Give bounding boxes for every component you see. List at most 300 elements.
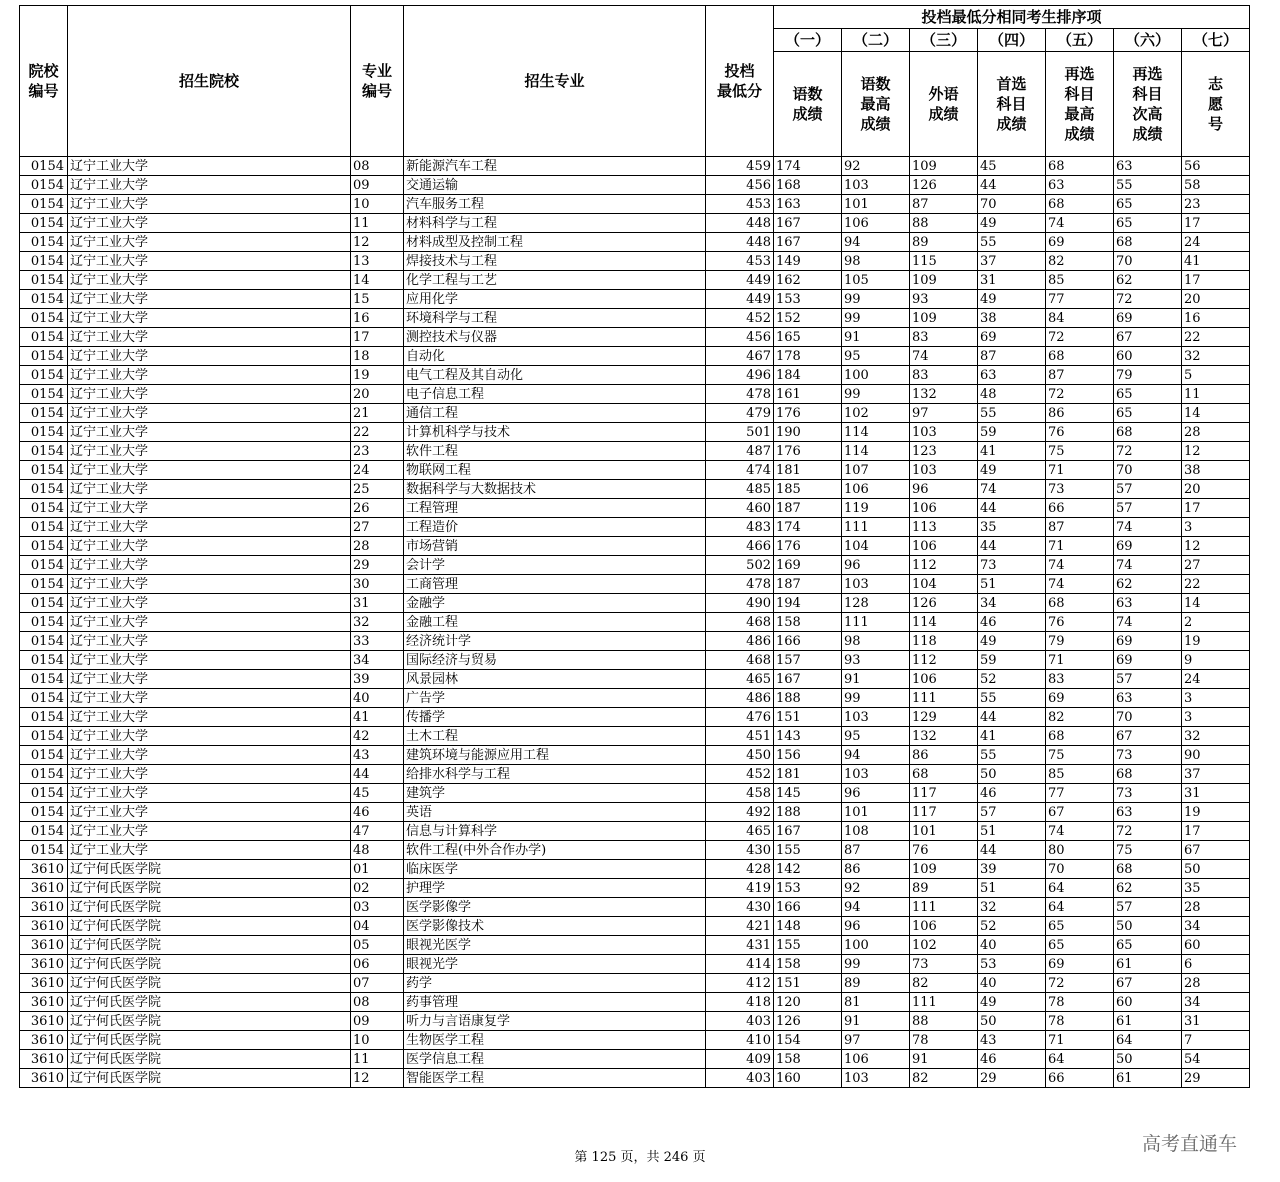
min-score-cell: 458: [706, 784, 774, 803]
table-row: [20, 670, 1250, 689]
tiebreak-6-cell: 70: [1114, 461, 1182, 480]
tiebreak-3-cell: 109: [910, 860, 978, 879]
tiebreak-3-cell: 83: [910, 328, 978, 347]
min-score-cell: 465: [706, 670, 774, 689]
header-tiebreak-num: （一）: [774, 29, 842, 52]
tiebreak-6-cell: 68: [1114, 233, 1182, 252]
table-row: [20, 499, 1250, 518]
min-score-cell: 419: [706, 879, 774, 898]
school-name-cell: 辽宁工业大学: [68, 765, 351, 784]
tiebreak-2-cell: 111: [842, 613, 910, 632]
tiebreak-5-cell: 84: [1046, 309, 1114, 328]
tiebreak-6-cell: 57: [1114, 499, 1182, 518]
tiebreak-1-cell: 167: [774, 822, 842, 841]
major-name-cell: 焊接技术与工程: [404, 252, 706, 271]
tiebreak-7-cell: 50: [1182, 860, 1250, 879]
table-row: [20, 556, 1250, 575]
school-name-cell: 辽宁工业大学: [68, 689, 351, 708]
major-name-cell: 物联网工程: [404, 461, 706, 480]
min-score-cell: 403: [706, 1012, 774, 1031]
tiebreak-2-cell: 94: [842, 746, 910, 765]
tiebreak-2-cell: 89: [842, 974, 910, 993]
tiebreak-6-cell: 63: [1114, 157, 1182, 176]
tiebreak-5-cell: 66: [1046, 1069, 1114, 1088]
tiebreak-4-cell: 48: [978, 385, 1046, 404]
header-tiebreak-num: （四）: [978, 29, 1046, 52]
major-name-cell: 应用化学: [404, 290, 706, 309]
tiebreak-1-cell: 167: [774, 670, 842, 689]
table-row: [20, 993, 1250, 1012]
min-score-cell: 474: [706, 461, 774, 480]
school-name-cell: 辽宁工业大学: [68, 309, 351, 328]
min-score-cell: 452: [706, 765, 774, 784]
tiebreak-7-cell: 9: [1182, 651, 1250, 670]
school-name-cell: 辽宁工业大学: [68, 214, 351, 233]
tiebreak-7-cell: 27: [1182, 556, 1250, 575]
tiebreak-7-cell: 2: [1182, 613, 1250, 632]
table-row: [20, 936, 1250, 955]
tiebreak-5-cell: 69: [1046, 955, 1114, 974]
tiebreak-4-cell: 40: [978, 936, 1046, 955]
tiebreak-3-cell: 89: [910, 233, 978, 252]
major-name-cell: 医学影像技术: [404, 917, 706, 936]
school-code-cell: 0154: [20, 404, 68, 423]
school-name-cell: 辽宁何氏医学院: [68, 860, 351, 879]
tiebreak-7-cell: 17: [1182, 499, 1250, 518]
school-name-cell: 辽宁工业大学: [68, 613, 351, 632]
major-name-cell: 国际经济与贸易: [404, 651, 706, 670]
tiebreak-7-cell: 24: [1182, 233, 1250, 252]
min-score-cell: 430: [706, 898, 774, 917]
tiebreak-4-cell: 55: [978, 746, 1046, 765]
major-code-cell: 08: [351, 993, 404, 1012]
tiebreak-5-cell: 87: [1046, 366, 1114, 385]
school-code-cell: 0154: [20, 613, 68, 632]
school-code-cell: 0154: [20, 366, 68, 385]
tiebreak-2-cell: 81: [842, 993, 910, 1012]
major-code-cell: 25: [351, 480, 404, 499]
header-school-name: 招生院校: [68, 6, 351, 157]
school-code-cell: 0154: [20, 461, 68, 480]
table-row: [20, 252, 1250, 271]
school-name-cell: 辽宁何氏医学院: [68, 1031, 351, 1050]
tiebreak-1-cell: 156: [774, 746, 842, 765]
tiebreak-7-cell: 32: [1182, 347, 1250, 366]
major-code-cell: 48: [351, 841, 404, 860]
tiebreak-2-cell: 99: [842, 309, 910, 328]
tiebreak-7-cell: 34: [1182, 917, 1250, 936]
tiebreak-5-cell: 64: [1046, 879, 1114, 898]
tiebreak-5-cell: 79: [1046, 632, 1114, 651]
table-row: [20, 423, 1250, 442]
tiebreak-5-cell: 82: [1046, 708, 1114, 727]
tiebreak-6-cell: 63: [1114, 803, 1182, 822]
tiebreak-3-cell: 104: [910, 575, 978, 594]
tiebreak-3-cell: 132: [910, 727, 978, 746]
tiebreak-5-cell: 67: [1046, 803, 1114, 822]
tiebreak-5-cell: 74: [1046, 214, 1114, 233]
school-code-cell: 0154: [20, 803, 68, 822]
tiebreak-1-cell: 120: [774, 993, 842, 1012]
table-row: [20, 594, 1250, 613]
tiebreak-3-cell: 68: [910, 765, 978, 784]
tiebreak-4-cell: 40: [978, 974, 1046, 993]
tiebreak-6-cell: 63: [1114, 594, 1182, 613]
tiebreak-3-cell: 74: [910, 347, 978, 366]
major-code-cell: 14: [351, 271, 404, 290]
school-code-cell: 0154: [20, 765, 68, 784]
tiebreak-5-cell: 64: [1046, 1050, 1114, 1069]
tiebreak-1-cell: 194: [774, 594, 842, 613]
min-score-cell: 409: [706, 1050, 774, 1069]
tiebreak-2-cell: 99: [842, 290, 910, 309]
tiebreak-7-cell: 32: [1182, 727, 1250, 746]
table-row: [20, 632, 1250, 651]
tiebreak-4-cell: 59: [978, 423, 1046, 442]
tiebreak-2-cell: 96: [842, 784, 910, 803]
tiebreak-2-cell: 87: [842, 841, 910, 860]
tiebreak-5-cell: 70: [1046, 860, 1114, 879]
major-name-cell: 传播学: [404, 708, 706, 727]
school-code-cell: 3610: [20, 974, 68, 993]
header-tiebreak-num: （二）: [842, 29, 910, 52]
major-code-cell: 09: [351, 1012, 404, 1031]
major-code-cell: 16: [351, 309, 404, 328]
table-row: [20, 214, 1250, 233]
min-score-cell: 465: [706, 822, 774, 841]
tiebreak-6-cell: 57: [1114, 670, 1182, 689]
major-code-cell: 20: [351, 385, 404, 404]
tiebreak-1-cell: 176: [774, 404, 842, 423]
table-row: [20, 708, 1250, 727]
major-code-cell: 44: [351, 765, 404, 784]
tiebreak-7-cell: 7: [1182, 1031, 1250, 1050]
table-row: [20, 518, 1250, 537]
tiebreak-2-cell: 95: [842, 727, 910, 746]
table-row: [20, 1050, 1250, 1069]
tiebreak-6-cell: 62: [1114, 271, 1182, 290]
tiebreak-1-cell: 181: [774, 765, 842, 784]
major-name-cell: 软件工程: [404, 442, 706, 461]
tiebreak-3-cell: 111: [910, 993, 978, 1012]
table-row: [20, 366, 1250, 385]
school-code-cell: 3610: [20, 1031, 68, 1050]
tiebreak-4-cell: 45: [978, 157, 1046, 176]
min-score-cell: 490: [706, 594, 774, 613]
major-name-cell: 眼视光医学: [404, 936, 706, 955]
tiebreak-7-cell: 14: [1182, 594, 1250, 613]
tiebreak-5-cell: 74: [1046, 575, 1114, 594]
major-code-cell: 33: [351, 632, 404, 651]
tiebreak-3-cell: 112: [910, 651, 978, 670]
tiebreak-4-cell: 49: [978, 290, 1046, 309]
tiebreak-2-cell: 94: [842, 233, 910, 252]
tiebreak-7-cell: 3: [1182, 708, 1250, 727]
header-min-score: 投档 最低分: [706, 6, 774, 157]
min-score-cell: 479: [706, 404, 774, 423]
tiebreak-6-cell: 67: [1114, 974, 1182, 993]
major-name-cell: 工程管理: [404, 499, 706, 518]
tiebreak-1-cell: 145: [774, 784, 842, 803]
tiebreak-4-cell: 50: [978, 1012, 1046, 1031]
tiebreak-1-cell: 178: [774, 347, 842, 366]
tiebreak-7-cell: 20: [1182, 480, 1250, 499]
major-name-cell: 数据科学与大数据技术: [404, 480, 706, 499]
major-name-cell: 金融工程: [404, 613, 706, 632]
tiebreak-7-cell: 17: [1182, 822, 1250, 841]
school-code-cell: 0154: [20, 594, 68, 613]
table-row: [20, 879, 1250, 898]
tiebreak-3-cell: 109: [910, 309, 978, 328]
school-code-cell: 0154: [20, 632, 68, 651]
tiebreak-4-cell: 44: [978, 841, 1046, 860]
school-code-cell: 0154: [20, 689, 68, 708]
tiebreak-7-cell: 11: [1182, 385, 1250, 404]
major-name-cell: 广告学: [404, 689, 706, 708]
tiebreak-5-cell: 75: [1046, 746, 1114, 765]
tiebreak-5-cell: 64: [1046, 898, 1114, 917]
school-name-cell: 辽宁工业大学: [68, 480, 351, 499]
min-score-cell: 449: [706, 271, 774, 290]
school-code-cell: 0154: [20, 480, 68, 499]
min-score-cell: 412: [706, 974, 774, 993]
tiebreak-6-cell: 74: [1114, 556, 1182, 575]
major-name-cell: 风景园林: [404, 670, 706, 689]
tiebreak-4-cell: 53: [978, 955, 1046, 974]
major-name-cell: 工程造价: [404, 518, 706, 537]
header-tiebreak-num: （六）: [1114, 29, 1182, 52]
table-row: [20, 955, 1250, 974]
table-row: [20, 157, 1250, 176]
min-score-cell: 468: [706, 651, 774, 670]
tiebreak-6-cell: 61: [1114, 1012, 1182, 1031]
tiebreak-1-cell: 158: [774, 613, 842, 632]
school-code-cell: 3610: [20, 1050, 68, 1069]
school-name-cell: 辽宁工业大学: [68, 556, 351, 575]
tiebreak-6-cell: 64: [1114, 1031, 1182, 1050]
major-name-cell: 新能源汽车工程: [404, 157, 706, 176]
school-name-cell: 辽宁工业大学: [68, 575, 351, 594]
tiebreak-1-cell: 149: [774, 252, 842, 271]
major-code-cell: 08: [351, 157, 404, 176]
tiebreak-2-cell: 101: [842, 803, 910, 822]
min-score-cell: 486: [706, 689, 774, 708]
watermark-text: 高考直通车: [1142, 1133, 1238, 1155]
school-name-cell: 辽宁何氏医学院: [68, 1012, 351, 1031]
major-code-cell: 28: [351, 537, 404, 556]
school-code-cell: 3610: [20, 1012, 68, 1031]
tiebreak-6-cell: 62: [1114, 575, 1182, 594]
tiebreak-7-cell: 22: [1182, 328, 1250, 347]
tiebreak-1-cell: 161: [774, 385, 842, 404]
school-code-cell: 3610: [20, 898, 68, 917]
major-code-cell: 17: [351, 328, 404, 347]
tiebreak-4-cell: 41: [978, 442, 1046, 461]
tiebreak-4-cell: 49: [978, 993, 1046, 1012]
tiebreak-3-cell: 103: [910, 461, 978, 480]
major-code-cell: 27: [351, 518, 404, 537]
tiebreak-6-cell: 69: [1114, 651, 1182, 670]
major-code-cell: 19: [351, 366, 404, 385]
school-name-cell: 辽宁何氏医学院: [68, 879, 351, 898]
school-name-cell: 辽宁工业大学: [68, 290, 351, 309]
school-code-cell: 0154: [20, 537, 68, 556]
tiebreak-4-cell: 70: [978, 195, 1046, 214]
tiebreak-1-cell: 155: [774, 936, 842, 955]
table-row: [20, 765, 1250, 784]
school-code-cell: 0154: [20, 708, 68, 727]
min-score-cell: 453: [706, 195, 774, 214]
tiebreak-6-cell: 73: [1114, 746, 1182, 765]
school-name-cell: 辽宁工业大学: [68, 841, 351, 860]
tiebreak-6-cell: 57: [1114, 480, 1182, 499]
tiebreak-3-cell: 76: [910, 841, 978, 860]
min-score-cell: 448: [706, 214, 774, 233]
tiebreak-7-cell: 6: [1182, 955, 1250, 974]
tiebreak-7-cell: 16: [1182, 309, 1250, 328]
major-code-cell: 04: [351, 917, 404, 936]
tiebreak-3-cell: 112: [910, 556, 978, 575]
tiebreak-6-cell: 70: [1114, 708, 1182, 727]
table-row: [20, 480, 1250, 499]
tiebreak-4-cell: 51: [978, 822, 1046, 841]
tiebreak-1-cell: 143: [774, 727, 842, 746]
table-row: [20, 347, 1250, 366]
tiebreak-4-cell: 41: [978, 727, 1046, 746]
major-code-cell: 10: [351, 195, 404, 214]
table-row: [20, 290, 1250, 309]
tiebreak-3-cell: 91: [910, 1050, 978, 1069]
school-code-cell: 0154: [20, 784, 68, 803]
school-code-cell: 0154: [20, 347, 68, 366]
tiebreak-1-cell: 165: [774, 328, 842, 347]
min-score-cell: 450: [706, 746, 774, 765]
tiebreak-3-cell: 97: [910, 404, 978, 423]
school-code-cell: 0154: [20, 518, 68, 537]
school-name-cell: 辽宁何氏医学院: [68, 917, 351, 936]
header-tiebreak-label: 志 愿 号: [1182, 52, 1250, 157]
tiebreak-1-cell: 158: [774, 955, 842, 974]
tiebreak-4-cell: 55: [978, 233, 1046, 252]
tiebreak-6-cell: 72: [1114, 822, 1182, 841]
tiebreak-5-cell: 82: [1046, 252, 1114, 271]
tiebreak-7-cell: 20: [1182, 290, 1250, 309]
school-code-cell: 0154: [20, 385, 68, 404]
header-tiebreak-label: 语数 最高 成绩: [842, 52, 910, 157]
major-code-cell: 23: [351, 442, 404, 461]
major-code-cell: 46: [351, 803, 404, 822]
school-name-cell: 辽宁工业大学: [68, 385, 351, 404]
major-name-cell: 建筑环境与能源应用工程: [404, 746, 706, 765]
major-code-cell: 40: [351, 689, 404, 708]
tiebreak-2-cell: 92: [842, 157, 910, 176]
school-code-cell: 3610: [20, 1069, 68, 1088]
table-row: [20, 651, 1250, 670]
tiebreak-2-cell: 104: [842, 537, 910, 556]
tiebreak-5-cell: 86: [1046, 404, 1114, 423]
major-name-cell: 信息与计算科学: [404, 822, 706, 841]
tiebreak-3-cell: 111: [910, 689, 978, 708]
tiebreak-7-cell: 35: [1182, 879, 1250, 898]
school-code-cell: 3610: [20, 955, 68, 974]
tiebreak-7-cell: 3: [1182, 518, 1250, 537]
tiebreak-4-cell: 63: [978, 366, 1046, 385]
tiebreak-5-cell: 68: [1046, 727, 1114, 746]
tiebreak-4-cell: 34: [978, 594, 1046, 613]
major-code-cell: 26: [351, 499, 404, 518]
tiebreak-1-cell: 163: [774, 195, 842, 214]
tiebreak-4-cell: 29: [978, 1069, 1046, 1088]
tiebreak-3-cell: 102: [910, 936, 978, 955]
tiebreak-7-cell: 22: [1182, 575, 1250, 594]
min-score-cell: 451: [706, 727, 774, 746]
table-row: [20, 328, 1250, 347]
tiebreak-6-cell: 68: [1114, 860, 1182, 879]
min-score-cell: 483: [706, 518, 774, 537]
major-name-cell: 给排水科学与工程: [404, 765, 706, 784]
tiebreak-6-cell: 65: [1114, 385, 1182, 404]
major-code-cell: 42: [351, 727, 404, 746]
tiebreak-6-cell: 50: [1114, 1050, 1182, 1069]
min-score-cell: 430: [706, 841, 774, 860]
tiebreak-2-cell: 93: [842, 651, 910, 670]
tiebreak-5-cell: 72: [1046, 328, 1114, 347]
school-code-cell: 0154: [20, 214, 68, 233]
tiebreak-7-cell: 41: [1182, 252, 1250, 271]
school-name-cell: 辽宁工业大学: [68, 404, 351, 423]
tiebreak-7-cell: 5: [1182, 366, 1250, 385]
tiebreak-5-cell: 77: [1046, 784, 1114, 803]
tiebreak-6-cell: 61: [1114, 955, 1182, 974]
school-name-cell: 辽宁工业大学: [68, 233, 351, 252]
school-code-cell: 0154: [20, 651, 68, 670]
school-code-cell: 3610: [20, 860, 68, 879]
tiebreak-7-cell: 19: [1182, 632, 1250, 651]
major-code-cell: 24: [351, 461, 404, 480]
school-code-cell: 3610: [20, 879, 68, 898]
tiebreak-7-cell: 67: [1182, 841, 1250, 860]
table-row: [20, 442, 1250, 461]
tiebreak-2-cell: 111: [842, 518, 910, 537]
school-name-cell: 辽宁何氏医学院: [68, 993, 351, 1012]
major-code-cell: 15: [351, 290, 404, 309]
tiebreak-2-cell: 100: [842, 936, 910, 955]
tiebreak-1-cell: 181: [774, 461, 842, 480]
tiebreak-7-cell: 12: [1182, 537, 1250, 556]
major-name-cell: 建筑学: [404, 784, 706, 803]
tiebreak-5-cell: 73: [1046, 480, 1114, 499]
school-code-cell: 3610: [20, 917, 68, 936]
school-name-cell: 辽宁工业大学: [68, 632, 351, 651]
tiebreak-3-cell: 88: [910, 1012, 978, 1031]
school-name-cell: 辽宁工业大学: [68, 518, 351, 537]
tiebreak-4-cell: 44: [978, 708, 1046, 727]
tiebreak-5-cell: 68: [1046, 195, 1114, 214]
tiebreak-5-cell: 71: [1046, 461, 1114, 480]
tiebreak-7-cell: 54: [1182, 1050, 1250, 1069]
tiebreak-2-cell: 91: [842, 328, 910, 347]
min-score-cell: 496: [706, 366, 774, 385]
tiebreak-3-cell: 82: [910, 1069, 978, 1088]
tiebreak-2-cell: 128: [842, 594, 910, 613]
min-score-cell: 456: [706, 176, 774, 195]
tiebreak-5-cell: 74: [1046, 556, 1114, 575]
tiebreak-2-cell: 92: [842, 879, 910, 898]
major-code-cell: 47: [351, 822, 404, 841]
school-name-cell: 辽宁何氏医学院: [68, 936, 351, 955]
tiebreak-5-cell: 69: [1046, 233, 1114, 252]
tiebreak-5-cell: 68: [1046, 347, 1114, 366]
